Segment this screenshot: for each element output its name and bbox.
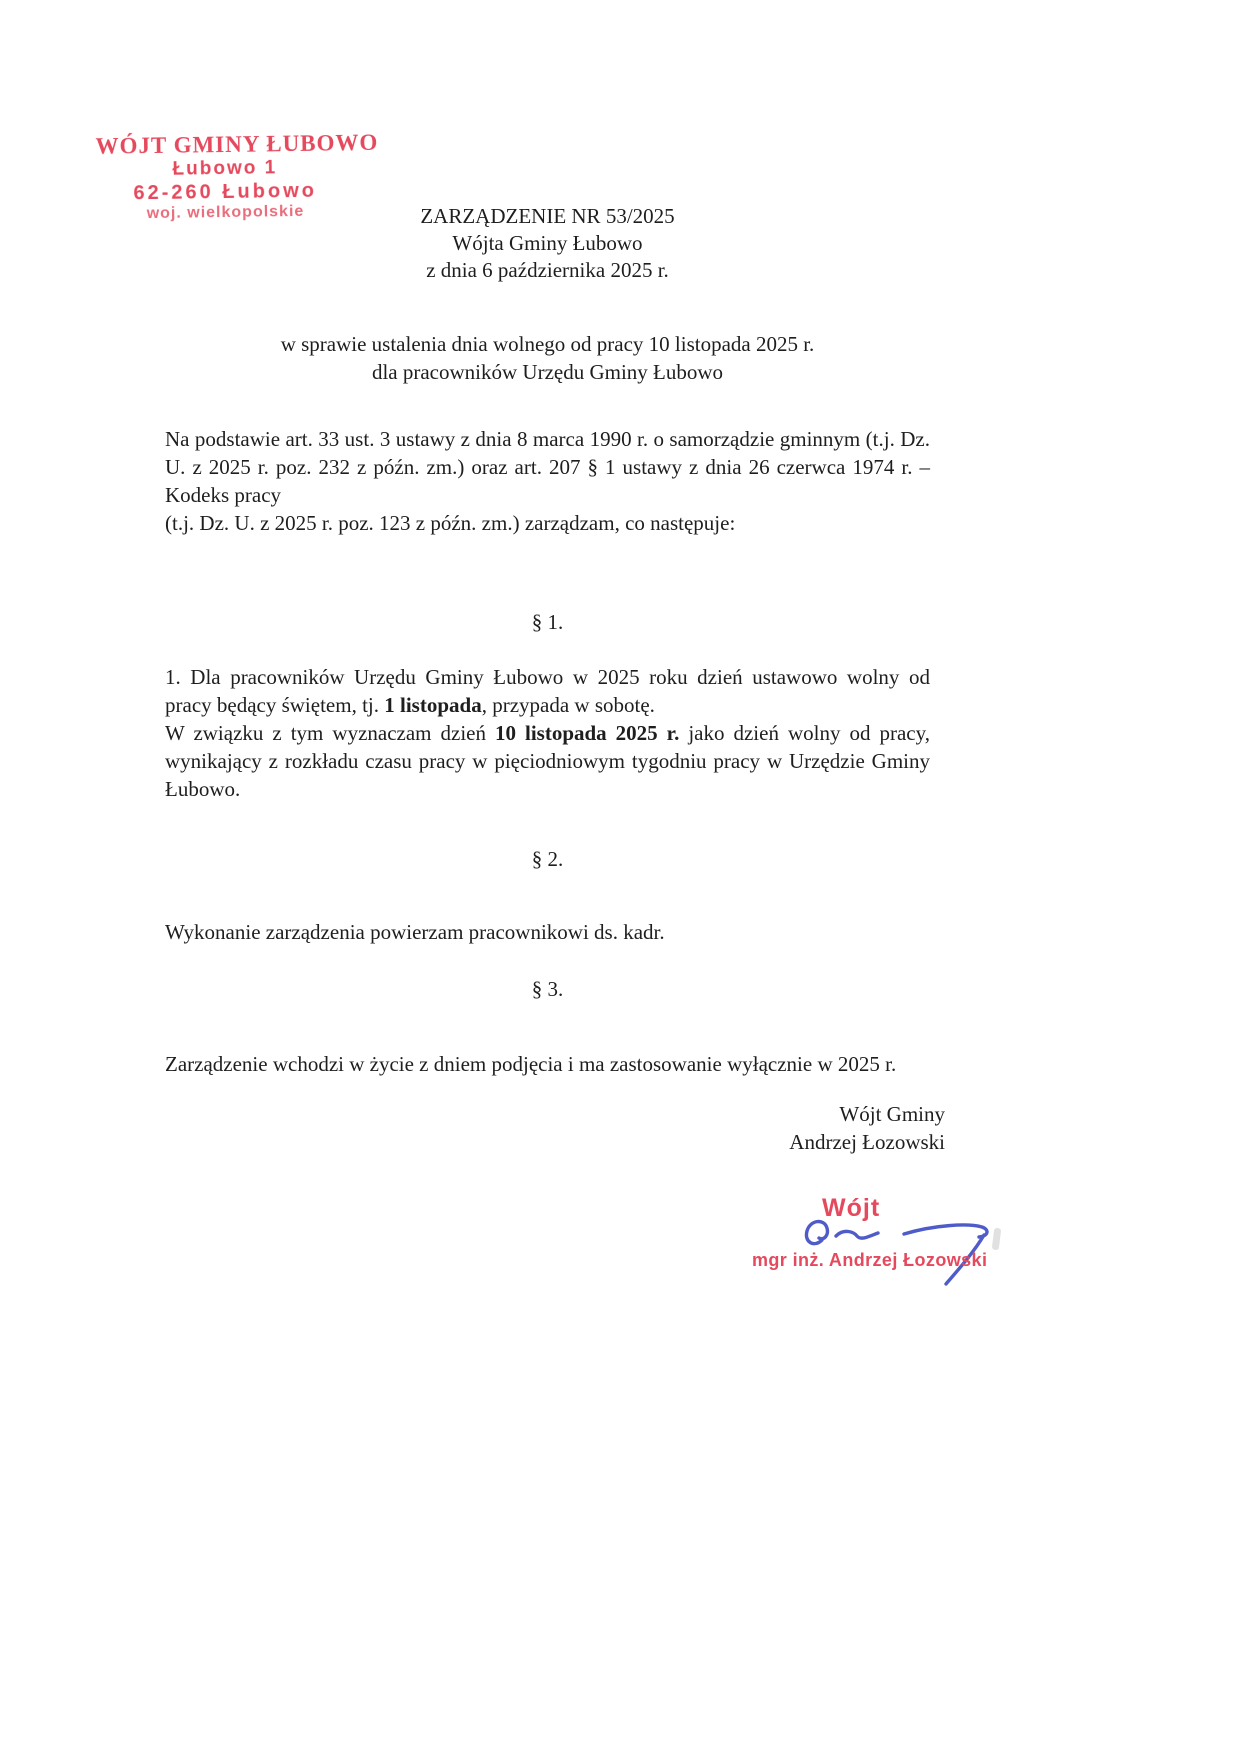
section-1-bold-1-listopada: 1 listopada: [384, 693, 482, 717]
section-1-paragraph: [165, 663, 930, 803]
document-body: [165, 0, 945, 1156]
typed-signature-block: [165, 1100, 945, 1156]
typed-signature-name: Andrzej Łozowski: [789, 1130, 945, 1154]
section-1-text-a: 1. Dla pracowników Urzędu Gminy Łubowo w 2025 roku dzień ustawowo wolny od pracy będący świętem, tj.: [165, 665, 930, 717]
document-issuer: Wójta Gminy Łubowo: [452, 231, 643, 255]
section-2-paragraph: Wykonanie zarządzenia powierzam pracownikowi ds. kadr.: [165, 920, 665, 944]
signature-stamp-title: Wójt: [822, 1194, 881, 1222]
office-stamp-authority: WÓJT GMINY ŁUBOWO: [95, 129, 379, 159]
subject-line-1: w sprawie ustalenia dnia wolnego od pracy 10 listopada 2025 r.: [280, 332, 815, 356]
signature-stamp-block: [740, 1192, 1030, 1302]
section-2-heading: § 2.: [531, 847, 564, 871]
document-date: z dnia 6 października 2025 r.: [426, 258, 669, 282]
section-1-bold-10-listopada: 10 listopada 2025 r.: [494, 721, 680, 745]
section-1-text-b: , przypada w sobotę.: [481, 693, 655, 717]
document-title: ZARZĄDZENIE NR 53/2025: [420, 204, 675, 228]
section-1-text-c: W związku z tym wyznaczam dzień: [165, 721, 495, 745]
signature-stamp-name: mgr inż. Andrzej Łozowski: [752, 1250, 988, 1270]
section-3-paragraph: Zarządzenie wchodzi w życie z dniem podjęcia i ma zastosowanie wyłącznie w 2025 r.: [165, 1052, 897, 1076]
section-1-heading: § 1.: [531, 610, 564, 634]
typed-signature-title: Wójt Gminy: [839, 1102, 945, 1126]
office-stamp-address-line1: Łubowo 1: [172, 157, 278, 180]
subject-line-2: dla pracowników Urzędu Gminy Łubowo: [371, 360, 724, 384]
legal-basis-part1: Na podstawie art. 33 ust. 3 ustawy z dnia 8 marca 1990 r. o samorządzie gminnym (t.j. Dz. U. z 2025 r. poz. 232 z późn. zm.) oraz art. 207 § 1 ustawy z dnia 26 czerwca 1974 r. – Kodeks pracy: [165, 427, 930, 507]
document-subject: [165, 330, 930, 386]
office-stamp-address-line2: 62-260 Łubowo: [133, 179, 318, 204]
section-1-text-d: jako dzień wolny od pracy, wynikający z rozkładu czasu pracy w pięciodniowym tygodniu pracy w Urzędzie Gminy Łubowo.: [165, 721, 930, 801]
document-title-block: [165, 203, 930, 284]
legal-basis-paragraph: [165, 425, 930, 537]
section-3-heading: § 3.: [531, 977, 564, 1001]
legal-basis-part2: (t.j. Dz. U. z 2025 r. poz. 123 z późn. zm.) zarządzam, co następuje:: [165, 511, 736, 535]
office-stamp-voivodeship: woj. wielkopolskie: [146, 203, 305, 223]
